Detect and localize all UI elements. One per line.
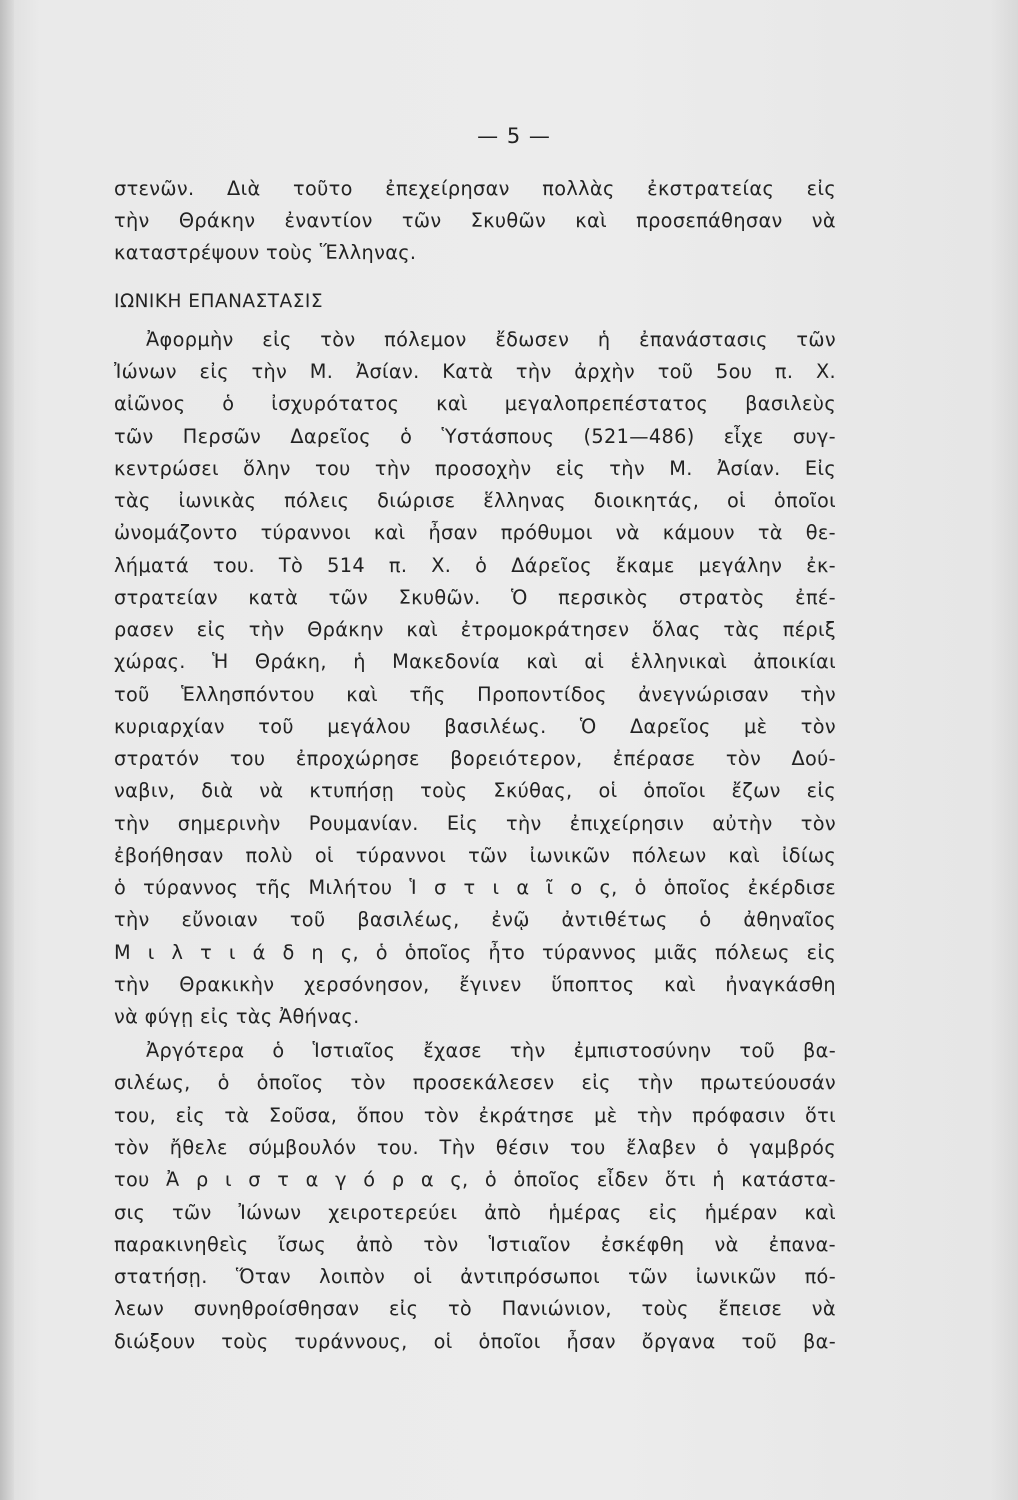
text-line: στρατείαν κατὰ τῶν Σκυθῶν. Ὁ περσικὸς στρατὸς ἐπέ- xyxy=(114,586,836,609)
text-line: ἐβοήθησαν πολὺ οἱ τύραννοι τῶν ἰωνικῶν πόλεων καὶ ἰδίως xyxy=(114,844,836,867)
text-line: διώξουν τοὺς τυράννους, οἱ ὁποῖοι ἦσαν ὄργανα τοῦ βα- xyxy=(114,1330,836,1353)
text-line: τὴν Θρακικὴν χερσόνησον, ἔγινεν ὕποπτος καὶ ἠναγκάσθη xyxy=(114,973,836,996)
text-line: του Ἀ ρ ι σ τ α γ ό ρ α ς, ὁ ὁποῖος εἶδεν ὅτι ἡ κατάστα- xyxy=(114,1168,836,1191)
page-spine-shadow xyxy=(0,0,14,1500)
text-line: ρασεν εἰς τὴν Θράκην καὶ ἐτρομοκράτησεν ὅλας τὰς πέριξ xyxy=(114,618,836,641)
text-line: τὸν ἤθελε σύμβουλόν του. Τὴν θέσιν του ἔλαβεν ὁ γαμβρός xyxy=(114,1136,836,1159)
text-line: αἰῶνος ὁ ἰσχυρότατος καὶ μεγαλοπρεπέστατος βασιλεὺς xyxy=(114,392,836,415)
text-line: του, εἰς τὰ Σοῦσα, ὅπου τὸν ἐκράτησε μὲ τὴν πρόφασιν ὅτι xyxy=(114,1104,836,1127)
text-line: λεων συνηθροίσθησαν εἰς τὸ Πανιώνιον, τοὺς ἔπεισε νὰ xyxy=(114,1297,836,1320)
text-line: στατήσῃ. Ὅταν λοιπὸν οἱ ἀντιπρόσωποι τῶν ἰωνικῶν πό- xyxy=(114,1265,836,1288)
text-line: τὴν εὔνοιαν τοῦ βασιλέως, ἐνῷ ἀντιθέτως ὁ ἀθηναῖος xyxy=(114,908,836,931)
text-line: τὴν Θράκην ἐναντίον τῶν Σκυθῶν καὶ προσεπάθησαν νὰ xyxy=(114,209,836,232)
text-line: Μ ι λ τ ι ά δ η ς, ὁ ὁποῖος ἦτο τύραννος μιᾶς πόλεως εἰς xyxy=(114,941,836,964)
text-line: στενῶν. Διὰ τοῦτο ἐπεχείρησαν πολλὰς ἐκστρατείας εἰς xyxy=(114,177,836,200)
text-line: ὠνομάζοντο τύραννοι καὶ ἦσαν πρόθυμοι νὰ κάμουν τὰ θε- xyxy=(114,521,836,544)
text-line: σιλέως, ὁ ὁποῖος τὸν προσεκάλεσεν εἰς τὴν πρωτεύουσάν xyxy=(114,1071,836,1094)
text-line: ὁ τύραννος τῆς Μιλήτου Ἱ σ τ ι α ῖ ο ς, ὁ ὁποῖος ἐκέρδισε xyxy=(114,876,836,899)
text-line: παρακινηθεὶς ἴσως ἀπὸ τὸν Ἱστιαῖον ἐσκέφθη νὰ ἐπανα- xyxy=(114,1233,836,1256)
text-line: Ἰώνων εἰς τὴν Μ. Ἀσίαν. Κατὰ τὴν ἀρχὴν τοῦ 5ου π. Χ. xyxy=(114,360,836,383)
text-line: νὰ φύγῃ εἰς τὰς Ἀθήνας. xyxy=(114,1005,360,1028)
text-line: λήματά του. Τὸ 514 π. Χ. ὁ Δάρεῖος ἔκαμε μεγάλην ἐκ- xyxy=(114,554,836,577)
section-heading: ΙΩΝΙΚΗ ΕΠΑΝΑΣΤΑΣΙΣ xyxy=(114,291,324,312)
text-line: τοῦ Ἑλλησπόντου καὶ τῆς Προποντίδος ἀνεγνώρισαν τὴν xyxy=(114,683,836,706)
text-line: ναβιν, διὰ νὰ κτυπήσῃ τοὺς Σκύθας, οἱ ὁποῖοι ἔζων εἰς xyxy=(114,779,836,802)
text-line: τὰς ἰωνικὰς πόλεις διώρισε ἕλληνας διοικητάς, οἱ ὁποῖοι xyxy=(114,489,836,512)
text-line: τῶν Περσῶν Δαρεῖος ὁ Ὑστάσπους (521—486) εἶχε συγ- xyxy=(114,425,836,448)
text-line: Ἀργότερα ὁ Ἱστιαῖος ἔχασε τὴν ἐμπιστοσύνην τοῦ βα- xyxy=(146,1039,836,1062)
page-number: — 5 — xyxy=(477,124,551,148)
text-line: καταστρέψουν τοὺς Ἕλληνας. xyxy=(114,241,417,264)
text-line: κυριαρχίαν τοῦ μεγάλου βασιλέως. Ὁ Δαρεῖος μὲ τὸν xyxy=(114,715,836,738)
text-line: Ἀφορμὴν εἰς τὸν πόλεμον ἔδωσεν ἡ ἐπανάστασις τῶν xyxy=(146,328,836,351)
text-line: χώρας. Ἡ Θράκη, ἡ Μακεδονία καὶ αἱ ἑλληνικαὶ ἀποικίαι xyxy=(114,650,836,673)
text-line: σις τῶν Ἰώνων χειροτερεύει ἀπὸ ἡμέρας εἰς ἡμέραν καὶ xyxy=(114,1201,836,1224)
text-line: τὴν σημερινὴν Ρουμανίαν. Εἰς τὴν ἐπιχείρησιν αὐτὴν τὸν xyxy=(114,812,836,835)
text-line: κεντρώσει ὅλην του τὴν προσοχὴν εἰς τὴν Μ. Ἀσίαν. Εἰς xyxy=(114,457,836,480)
text-line: στρατόν του ἐπροχώρησε βορειότερον, ἐπέρασε τὸν Δού- xyxy=(114,747,836,770)
